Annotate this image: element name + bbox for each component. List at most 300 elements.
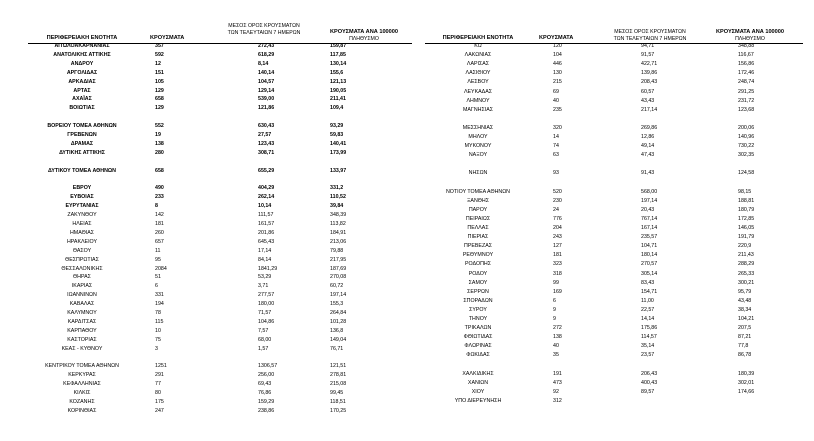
avg-7day-value: 161,57 (258, 221, 275, 227)
cases-value: 19 (155, 132, 161, 138)
per100k-value: 220,9 (738, 243, 752, 250)
region-name (426, 115, 530, 123)
avg-7day-value: 1,57 (258, 345, 269, 352)
avg-7day-value: 7,57 (258, 327, 269, 334)
region-name: ΚΕΦΑΛΛΗΝΙΑΣ (63, 381, 101, 388)
cases-value: 80 (155, 390, 161, 397)
per100k-value: 98,15 (738, 188, 752, 195)
avg-7day-value: 104,57 (258, 78, 275, 85)
avg-7day-value: 104,86 (258, 318, 275, 325)
per100k-value: 104,21 (738, 316, 755, 322)
per100k-value: 110,52 (330, 194, 346, 201)
region-name: ΛΗΜΝΟΥ (466, 97, 490, 104)
cases-value: 104 (553, 52, 562, 59)
cases-value: 40 (553, 97, 559, 104)
header-cases-right: ΚΡΟΥΣΜΑΤΑ (539, 35, 574, 41)
per100k-value: 155,6 (330, 69, 344, 76)
per100k-value: 270,08 (330, 274, 347, 281)
region-name: ΔΥΤΙΚΗΣ ΑΤΤΙΚΗΣ (59, 149, 105, 156)
region-name: ΣΥΡΟΥ (469, 306, 487, 313)
region-name (30, 354, 134, 362)
per100k-value: 331,2 (330, 185, 344, 192)
avg-7day-value: 422,71 (641, 61, 658, 68)
region-name: ΛΕΣΒΟΥ (467, 79, 489, 86)
avg-7day-value: 238,86 (258, 407, 275, 414)
region-name: ΚΕΑΣ - ΚΥΘΝΟΥ (61, 345, 103, 352)
avg-7day-value: 12,86 (641, 134, 655, 140)
region-name: ΗΛΕΙΑΣ (72, 221, 92, 227)
header-cases-left: ΚΡΟΥΣΜΑΤΑ (150, 35, 185, 41)
region-name: ΕΥΒΟΙΑΣ (70, 194, 94, 201)
per100k-value: 213,06 (330, 238, 347, 245)
cases-value: 95 (155, 256, 161, 263)
header-avg-right-line2: ΤΩΝ ΤΕΛΕΥΤΑΙΩΝ 7 ΗΜΕΡΩΝ (613, 36, 687, 42)
avg-7day-value: 217,14 (641, 106, 658, 113)
per100k-value: 187,69 (330, 265, 347, 272)
cases-value: 40 (553, 343, 559, 350)
cases-value: 776 (553, 215, 562, 222)
region-name: ΑΧΑΪΑΣ (72, 96, 92, 103)
per100k-value: 86,78 (738, 352, 752, 359)
region-name: ΛΑΚΩΝΙΑΣ (464, 52, 492, 59)
per100k-value: 231,72 (738, 97, 755, 104)
region-name: ΠΕΛΛΑΣ (467, 225, 489, 231)
per100k-value: 123,68 (738, 106, 755, 113)
per100k-value: 93,29 (330, 123, 344, 130)
avg-7day-value: 272,43 (258, 43, 275, 49)
region-name: ΧΑΛΚΙΔΙΚΗΣ (462, 370, 494, 377)
avg-7day-value: 235,57 (641, 234, 658, 241)
avg-7day-value: 277,57 (258, 292, 275, 299)
region-name: ΚΕΝΤΡΙΚΟΥ ΤΟΜΕΑ ΑΘΗΝΩΝ (45, 363, 119, 370)
avg-7day-value: 3,71 (258, 283, 269, 290)
avg-7day-value: 11,00 (641, 297, 654, 304)
region-name (426, 160, 530, 168)
avg-7day-value: 68,00 (258, 336, 272, 343)
per100k-value: 302,01 (738, 379, 755, 386)
avg-7day-value: 83,43 (641, 279, 655, 286)
header-per100k-right-line2: ΠΛΗΘΥΣΜΟ (735, 36, 765, 42)
cases-value: 78 (155, 310, 161, 316)
avg-7day-value: 123,43 (258, 140, 275, 147)
region-name: ΚΑΡΔΙΤΣΑΣ (67, 318, 97, 325)
header-per100k-left-line1: ΚΡΟΥΣΜΑΤΑ ΑΝΑ 100000 (329, 29, 398, 35)
cases-value: 129 (155, 105, 164, 112)
region-name: ΚΑΒΑΛΑΣ (69, 301, 95, 308)
per100k-value: 200,06 (738, 124, 755, 131)
region-name: ΣΕΡΡΩΝ (467, 288, 489, 295)
per100k-value: 38,34 (738, 306, 752, 313)
avg-7day-value: 270,57 (641, 261, 658, 268)
per100k-value: 348,39 (330, 212, 347, 219)
avg-7day-value: 47,43 (641, 152, 655, 159)
per100k-value: 149,04 (330, 336, 347, 343)
per100k-value: 39,84 (330, 203, 344, 210)
cases-value: 592 (155, 51, 164, 58)
avg-7day-value: 71,57 (258, 310, 272, 316)
per100k-value: 140,41 (330, 140, 347, 147)
cases-value: 552 (155, 123, 164, 130)
per100k-value: 288,29 (738, 261, 755, 268)
cases-value: 130 (553, 70, 562, 77)
cases-value: 3 (155, 345, 158, 352)
avg-7day-value: 43,43 (641, 97, 655, 104)
cases-value: 1251 (155, 363, 167, 370)
region-name: ΑΡΤΑΣ (73, 87, 91, 94)
avg-7day-value: 91,43 (641, 170, 655, 177)
per100k-value: 278,81 (330, 372, 347, 379)
per100k-value: 146,05 (738, 225, 755, 231)
region-name: ΗΡΑΚΛΕΙΟΥ (66, 238, 98, 245)
avg-7day-value: 1306,57 (258, 363, 278, 370)
region-name: ΘΕΣΠΡΩΤΙΑΣ (65, 256, 99, 263)
region-name: ΞΑΝΘΗΣ (466, 197, 490, 204)
cases-value: 272 (553, 325, 562, 332)
per100k-value: 130,14 (330, 60, 347, 67)
cases-value: 233 (155, 194, 164, 201)
avg-7day-value: 767,14 (641, 215, 658, 222)
region-name: ΖΑΚΥΝΘΟΥ (67, 212, 97, 219)
region-name: ΛΑΡΙΣΑΣ (466, 61, 490, 68)
cases-value: 35 (553, 352, 559, 359)
region-name: ΗΜΑΘΙΑΣ (69, 229, 95, 236)
cases-value: 63 (553, 152, 559, 159)
cases-value: 320 (553, 124, 562, 131)
region-name: ΑΝΔΡΟΥ (70, 60, 94, 67)
per100k-value: 730,22 (738, 143, 755, 150)
region-name: ΚΟΡΙΝΘΙΑΣ (67, 407, 97, 414)
per100k-value: 59,83 (330, 132, 344, 138)
per100k-value: 197,14 (330, 292, 347, 299)
avg-7day-value: 17,14 (258, 247, 272, 254)
cases-value: 215 (553, 79, 562, 86)
avg-7day-value: 197,14 (641, 197, 658, 204)
cases-value: 138 (155, 140, 164, 147)
per100k-value: 121,51 (330, 363, 347, 370)
avg-7day-value: 49,14 (641, 143, 655, 150)
avg-7day-value: 262,14 (258, 194, 275, 201)
per100k-value: 174,66 (738, 388, 755, 395)
avg-7day-value: 129,14 (258, 87, 275, 94)
region-name: ΘΑΣΟΥ (72, 247, 92, 254)
avg-7day-value: 154,71 (641, 288, 658, 295)
per100k-value: 302,35 (738, 152, 755, 159)
region-name (426, 179, 530, 187)
region-name: ΜΑΓΝΗΣΙΑΣ (462, 106, 494, 113)
header-avg-left-line2: ΤΩΝ ΤΕΛΕΥΤΑΙΩΝ 7 ΗΜΕΡΩΝ (227, 30, 301, 36)
region-name: ΑΡΓΟΛΙΔΑΣ (66, 69, 98, 76)
region-name: ΜΥΚΟΝΟΥ (464, 143, 492, 150)
region-name: ΓΡΕΒΕΝΩΝ (67, 132, 97, 138)
avg-7day-value: 539,00 (258, 96, 275, 103)
cases-value: 291 (155, 372, 164, 379)
per100k-value: 136,8 (330, 327, 344, 334)
per100k-value: 79,88 (330, 247, 344, 254)
cases-value: 69 (553, 88, 559, 95)
region-name: ΜΕΣΣΗΝΙΑΣ (462, 124, 494, 131)
cases-value: 93 (553, 170, 559, 177)
cases-value: 24 (553, 206, 559, 213)
region-name: ΒΟΙΩΤΙΑΣ (69, 105, 95, 112)
avg-7day-value: 114,57 (641, 334, 657, 341)
per100k-value: 291,25 (738, 88, 755, 95)
per100k-value: 190,05 (330, 87, 347, 94)
avg-7day-value: 175,86 (641, 325, 658, 332)
region-name: ΤΡΙΚΑΛΩΝ (464, 325, 492, 332)
per100k-value: 76,71 (330, 345, 344, 352)
region-name: ΠΕΙΡΑΙΩΣ (465, 215, 491, 222)
per100k-value: 211,41 (330, 96, 346, 103)
per100k-value: 173,99 (330, 149, 347, 156)
avg-7day-value: 568,00 (641, 188, 658, 195)
cases-value: 14 (553, 134, 559, 140)
region-name (30, 158, 134, 166)
avg-7day-value: 206,43 (641, 370, 658, 377)
per100k-value: 180,79 (738, 206, 755, 213)
avg-7day-value: 180,00 (258, 301, 275, 308)
avg-7day-value: 140,14 (258, 69, 275, 76)
header-region-left: ΠΕΡΙΦΕΡΕΙΑΚΗ ΕΝΟΤΗΤΑ (46, 35, 118, 41)
per100k-value: 172,85 (738, 215, 755, 222)
cases-value: 312 (553, 397, 562, 404)
avg-7day-value: 60,57 (641, 88, 655, 95)
avg-7day-value: 53,29 (258, 274, 272, 281)
per100k-value: 300,21 (738, 279, 755, 286)
region-name: ΚΕΡΚΥΡΑΣ (68, 372, 96, 379)
region-name: ΑΙΤΩΛΟΑΚΑΡΝΑΝΙΑΣ (54, 43, 110, 49)
avg-7day-value: 121,86 (258, 105, 275, 112)
cases-value: 473 (553, 379, 562, 386)
per100k-value: 188,81 (738, 197, 755, 204)
cases-value: 658 (155, 167, 164, 174)
cases-value: 9 (553, 306, 556, 313)
avg-7day-value: 23,57 (641, 352, 655, 359)
per100k-value: 184,91 (330, 229, 347, 236)
region-name: ΙΩΑΝΝΙΝΩΝ (67, 292, 97, 299)
cases-value: 8 (155, 203, 158, 210)
cases-value: 490 (155, 185, 164, 192)
cases-value: 169 (553, 288, 562, 295)
cases-value: 9 (553, 316, 556, 322)
header-per100k-right-line1: ΚΡΟΥΣΜΑΤΑ ΑΝΑ 100000 (715, 29, 784, 35)
cases-value: 74 (553, 143, 559, 150)
region-name: ΧΙΟΥ (471, 388, 485, 395)
per100k-value: 113,82 (330, 221, 346, 227)
cases-value: 446 (553, 61, 562, 68)
header-per100k-left-line2: ΠΛΗΘΥΣΜΟ (349, 36, 379, 42)
cases-value: 181 (155, 221, 164, 227)
region-name: ΔΡΑΜΑΣ (70, 140, 94, 147)
region-name: ΚΑΡΠΑΘΟΥ (67, 327, 97, 334)
avg-7day-value: 111,57 (258, 212, 274, 219)
cases-value: 175 (155, 399, 164, 405)
per100k-value: 159,87 (330, 43, 347, 49)
region-name: ΙΚΑΡΙΑΣ (71, 283, 93, 290)
cases-value: 204 (553, 225, 562, 231)
region-name: ΠΑΡΟΥ (468, 206, 488, 213)
region-name: ΥΠΟ ΔΙΕΡΕΥΝΗΣΗ (454, 397, 502, 404)
region-name (30, 113, 134, 121)
cases-value: 318 (553, 270, 562, 277)
per100k-value: 87,21 (738, 334, 752, 341)
per100k-value: 116,67 (738, 52, 754, 59)
per100k-value: 207,5 (738, 325, 752, 332)
per100k-value: 215,08 (330, 381, 347, 388)
cases-value: 6 (553, 297, 556, 304)
avg-7day-value: 20,43 (641, 206, 655, 213)
avg-7day-value: 400,43 (641, 379, 658, 386)
header-avg-right-line1: ΜΕΣΟΣ ΟΡΟΣ ΚΡΟΥΣΜΑΤΩΝ (614, 29, 686, 35)
avg-7day-value: 84,14 (258, 256, 272, 263)
region-name: ΡΕΘΥΜΝΟΥ (462, 252, 494, 259)
per100k-value: 180,39 (738, 370, 755, 377)
cases-value: 323 (553, 261, 562, 268)
per100k-value: 121,13 (330, 78, 347, 85)
region-name: ΘΕΣΣΑΛΟΝΙΚΗΣ (61, 265, 103, 272)
cases-value: 280 (155, 149, 164, 156)
cases-value: 151 (155, 69, 164, 76)
per100k-value: 133,97 (330, 167, 347, 174)
region-name: ΕΥΡΥΤΑΝΙΑΣ (65, 203, 99, 210)
avg-7day-value: 10,14 (258, 203, 272, 210)
region-name: ΣΑΜΟΥ (468, 279, 488, 286)
cases-value: 243 (553, 234, 562, 241)
avg-7day-value: 180,14 (641, 252, 658, 259)
avg-7day-value: 159,29 (258, 399, 275, 405)
avg-7day-value: 22,57 (641, 306, 655, 313)
cases-value: 127 (553, 243, 562, 250)
region-name: ΑΝΑΤΟΛΙΚΗΣ ΑΤΤΙΚΗΣ (53, 51, 111, 58)
per100k-value: 155,3 (330, 301, 344, 308)
cases-value: 657 (155, 238, 164, 245)
per100k-value: 109,4 (330, 105, 344, 112)
avg-7day-value: 167,14 (641, 225, 658, 231)
avg-7day-value: 139,86 (641, 70, 658, 77)
per100k-value: 348,88 (738, 43, 755, 49)
cases-value: 12 (155, 60, 161, 67)
cases-value: 235 (553, 106, 562, 113)
per100k-value: 170,25 (330, 407, 347, 414)
cases-value: 331 (155, 292, 164, 299)
region-name: ΛΑΣΙΘΙΟΥ (465, 70, 491, 77)
region-name: ΠΙΕΡΙΑΣ (467, 234, 489, 241)
per100k-value: 95,79 (738, 288, 752, 295)
avg-7day-value: 1841,29 (258, 265, 278, 272)
cases-value: 191 (553, 370, 562, 377)
cases-value: 142 (155, 212, 164, 219)
per100k-value: 60,72 (330, 283, 344, 290)
region-name: ΠΡΕΒΕΖΑΣ (464, 243, 492, 250)
region-name: ΚΑΣΤΟΡΙΑΣ (67, 336, 97, 343)
per100k-value: 248,74 (738, 79, 755, 86)
region-name: ΝΟΤΙΟΥ ΤΟΜΕΑ ΑΘΗΝΩΝ (445, 188, 511, 195)
region-name: ΦΘΙΩΤΙΔΑΣ (463, 334, 493, 341)
per100k-value: 101,28 (330, 318, 347, 325)
region-name: ΚΟΖΑΝΗΣ (69, 399, 95, 405)
avg-7day-value: 630,43 (258, 123, 275, 130)
cases-value: 194 (155, 301, 164, 308)
per100k-value: 191,79 (738, 234, 755, 241)
region-name: ΝΗΣΩΝ (468, 170, 488, 177)
cases-value: 105 (155, 78, 164, 85)
cases-value: 51 (155, 274, 161, 281)
per100k-value: 217,95 (330, 256, 347, 263)
avg-7day-value: 201,86 (258, 229, 275, 236)
avg-7day-value: 91,57 (641, 52, 655, 59)
region-name: ΧΑΝΙΩΝ (467, 379, 489, 386)
cases-value: 230 (553, 197, 562, 204)
avg-7day-value: 69,43 (258, 381, 272, 388)
avg-7day-value: 104,71 (641, 243, 658, 250)
cases-value: 2084 (155, 265, 167, 272)
cases-value: 120 (553, 43, 562, 49)
per100k-value: 211,43 (738, 252, 754, 259)
per100k-value: 124,58 (738, 170, 755, 177)
cases-value: 99 (553, 279, 559, 286)
cases-value: 6 (155, 283, 158, 290)
avg-7day-value: 618,29 (258, 51, 275, 58)
cases-value: 11 (155, 247, 161, 254)
avg-7day-value: 256,00 (258, 372, 275, 379)
region-name: ΛΕΥΚΑΔΑΣ (463, 88, 492, 95)
cases-value: 138 (553, 334, 562, 341)
header-avg-left-line1: ΜΕΣΟΣ ΟΡΟΣ ΚΡΟΥΣΜΑΤΩΝ (228, 23, 300, 29)
region-name (426, 361, 530, 369)
avg-7day-value: 76,86 (258, 390, 272, 397)
cases-value: 357 (155, 43, 164, 49)
per100k-value: 265,33 (738, 270, 755, 277)
avg-7day-value: 645,43 (258, 238, 275, 245)
cases-value: 181 (553, 252, 562, 259)
cases-value: 75 (155, 336, 161, 343)
region-name: ΒΟΡΕΙΟΥ ΤΟΜΕΑ ΑΘΗΝΩΝ (47, 123, 117, 130)
cases-value: 115 (155, 318, 164, 325)
region-name: ΚΙΛΚΙΣ (73, 390, 91, 397)
region-name: ΔΥΤΙΚΟΥ ΤΟΜΕΑ ΑΘΗΝΩΝ (48, 167, 116, 174)
cases-value: 92 (553, 388, 559, 395)
per100k-value: 172,46 (738, 70, 755, 77)
avg-7day-value: 35,14 (641, 343, 655, 350)
per100k-value: 156,86 (738, 61, 755, 68)
avg-7day-value: 305,14 (641, 270, 658, 277)
cases-value: 260 (155, 229, 164, 236)
per100k-value: 140,96 (738, 134, 755, 140)
region-name: ΤΗΝΟΥ (468, 316, 488, 322)
avg-7day-value: 404,29 (258, 185, 275, 192)
region-name: ΦΛΩΡΙΝΑΣ (464, 343, 492, 350)
region-name: ΚΑΛΥΜΝΟΥ (67, 310, 97, 316)
region-name: ΡΟΔΟΥ (468, 270, 488, 277)
cases-value: 77 (155, 381, 161, 388)
region-name: ΡΟΔΟΠΗΣ (464, 261, 491, 268)
region-name: ΚΩ (474, 43, 482, 49)
region-name (30, 176, 134, 184)
region-name: ΜΗΛΟΥ (468, 134, 488, 140)
region-name: ΑΡΚΑΔΙΑΣ (68, 78, 96, 85)
region-name: ΕΒΡΟΥ (72, 185, 92, 192)
per100k-value: 264,84 (330, 310, 347, 316)
cases-value: 247 (155, 407, 164, 414)
avg-7day-value: 208,43 (641, 79, 658, 86)
per100k-value: 77,8 (738, 343, 749, 350)
avg-7day-value: 94,71 (641, 43, 655, 49)
avg-7day-value: 269,86 (641, 124, 658, 131)
per100k-value: 43,48 (738, 297, 752, 304)
avg-7day-value: 89,57 (641, 388, 655, 395)
region-name: ΣΠΟΡΑΔΩΝ (463, 297, 493, 304)
region-name: ΝΑΞΟΥ (468, 152, 488, 159)
avg-7day-value: 8,14 (258, 60, 269, 67)
